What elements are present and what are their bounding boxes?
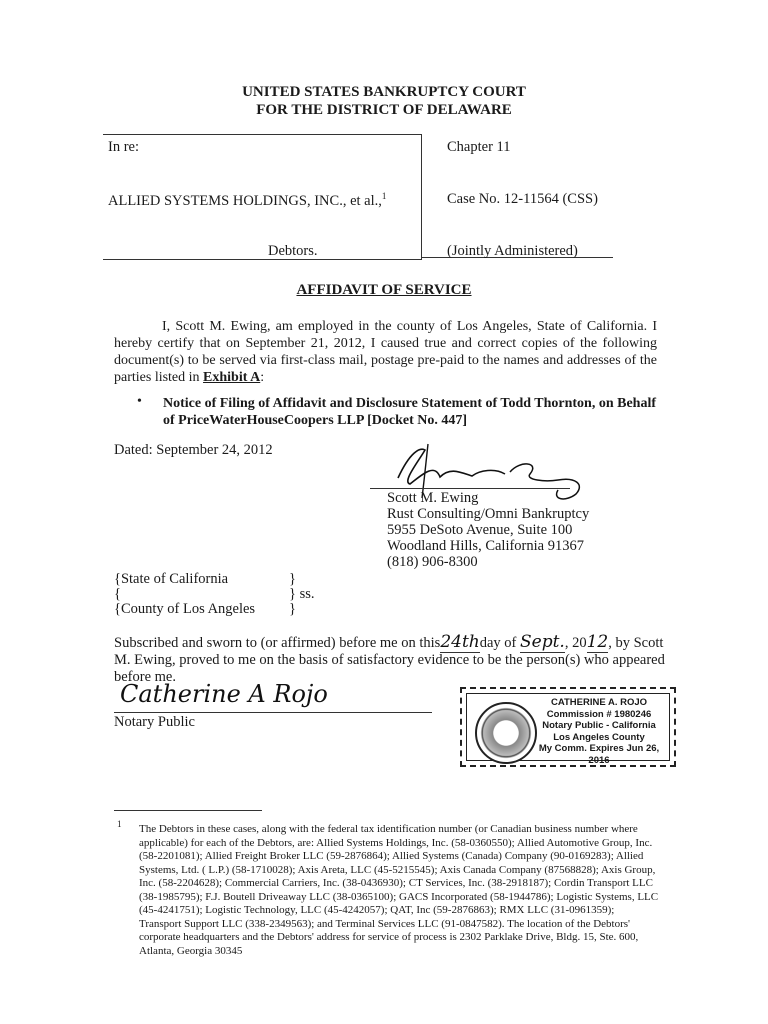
notary-signature-line xyxy=(114,712,432,713)
footnote-rule xyxy=(114,810,262,811)
exhibit-a-link: Exhibit A xyxy=(203,370,261,385)
court-name: UNITED STATES BANKRUPTCY COURT xyxy=(242,84,526,100)
notary-stamp xyxy=(460,687,676,767)
paragraph-text: I, Scott M. Ewing, am employed in the county of Los Angeles, State of California. I hereby certify that on September 21, 2012, I caused true and correct copies of the following document(s) to be served via first-class mail, postage pre-paid to the names and addresses of the parties listed in xyxy=(114,319,657,385)
venue-county: {County of Los Angeles xyxy=(114,601,256,617)
court-district: FOR THE DISTRICT OF DELAWARE xyxy=(256,102,512,118)
debtor-name-text: ALLIED SYSTEMS HOLDINGS, INC., et al., xyxy=(108,192,382,209)
paragraph-end: : xyxy=(260,370,265,385)
signer-phone: (818) 906-8300 xyxy=(387,554,478,570)
signer-address-2: Woodland Hills, California 91367 xyxy=(387,538,584,554)
stamp-county: Los Angeles County xyxy=(553,731,645,743)
signer-address-1: 5955 DeSoto Avenue, Suite 100 xyxy=(387,522,573,538)
signature-line xyxy=(370,488,570,489)
venue-brace-1: } xyxy=(289,571,296,587)
bullet-icon: • xyxy=(137,394,142,409)
body-paragraph xyxy=(114,318,657,386)
debtors-label: Debtors. xyxy=(268,243,318,259)
footnote-marker-text: 1 xyxy=(117,819,122,829)
venue-brace-3: } xyxy=(289,601,296,617)
jurat-line-1 xyxy=(114,632,663,652)
chapter-label: Chapter 11 xyxy=(447,139,511,155)
jurat-line-3: before me. xyxy=(114,669,176,685)
jurat-month: Sept. xyxy=(520,632,565,652)
stamp-text-block xyxy=(535,697,663,766)
administration-note: (Jointly Administered) xyxy=(447,243,578,259)
in-re-label: In re: xyxy=(108,139,139,155)
stamp-border xyxy=(466,693,670,766)
jurat-text-3: , 20 xyxy=(564,635,587,651)
stamp-title: Notary Public - California xyxy=(542,720,656,731)
jurat-text-1: Subscribed and sworn to (or affirmed) before me on this xyxy=(114,635,441,651)
stamp-expires: My Comm. Expires Jun 26, 2016 xyxy=(538,743,660,766)
stamp-commission: Commission # 1980246 xyxy=(546,708,652,720)
stamp-name: CATHERINE A. ROJO xyxy=(550,697,648,708)
debtor-name xyxy=(108,191,386,210)
footnote-ref: 1 xyxy=(381,191,387,201)
footnote-marker xyxy=(117,818,122,836)
signer-company: Rust Consulting/Omni Bankruptcy xyxy=(387,506,590,522)
document-title: AFFIDAVIT OF SERVICE xyxy=(296,282,472,298)
dated-line: Dated: September 24, 2012 xyxy=(114,442,273,458)
jurat-text-2: day of xyxy=(479,635,517,651)
footnote-text: The Debtors in these cases, along with the federal tax identification number (or Canadian business number where applicable) for each of the Debtors, are: Allied Systems Holdings, Inc. (58-0360550); Allied Automotive Group, Inc. (58-2201081); Allied Freight Broker LLC (59-2876864); Allied Systems (Canada) Company (90-0169283); Allied Systems, Ltd. ( L.P.) (58-1710028); Axis Areta, LLC (45-5215545); Axis Canada Company (87568828); Axis Group, Inc. (58-2204628); Commercial Carriers, Inc. (38-0436930); CT Services, Inc. (38-2918187); Cordin Transport LLC (38-1985795); F.J. Boutell Driveaway LLC (38-0365100); GACS Incorporated (58-1944786); Logistic Systems, LLC (45-4241751); Logistic Technology, LLC (45-4242057); QAT, Inc (59-2876863); RMX LLC (31-0961359); Transport Support LLC (338-2349563); and Terminal Services LLC (91-0847582). The location of the Debtors' corporate headquarters and the Debtors' address for service of process is 2302 Parklake Drive, Bldg. 15, Ste. 600, Atlanta, Georgia 30345 xyxy=(139,823,659,957)
jurat-text-4: , by Scott xyxy=(608,635,664,651)
case-number: Case No. 12-11564 (CSS) xyxy=(447,191,598,207)
california-seal-icon xyxy=(475,702,537,764)
venue-ss: } ss. xyxy=(289,586,315,602)
jurat-day: 24th xyxy=(440,632,480,652)
venue-brace: { xyxy=(114,586,121,602)
served-document: Notice of Filing of Affidavit and Disclosure Statement of Todd Thornton, on Behalf of PriceWaterHouseCoopers LLP [Docket No. 447] xyxy=(163,396,657,428)
jurat-year: 12 xyxy=(586,632,609,652)
ewing-signature-text xyxy=(430,458,494,472)
notary-signature: Catherine A Rojo xyxy=(120,680,328,708)
jurat-line-2: M. Ewing, proved to me on the basis of satisfactory evidence to be the person(s) who appeared xyxy=(114,652,665,668)
signer-name: Scott M. Ewing xyxy=(387,490,479,506)
venue-state: {State of California xyxy=(114,571,229,587)
notary-label: Notary Public xyxy=(114,714,195,730)
